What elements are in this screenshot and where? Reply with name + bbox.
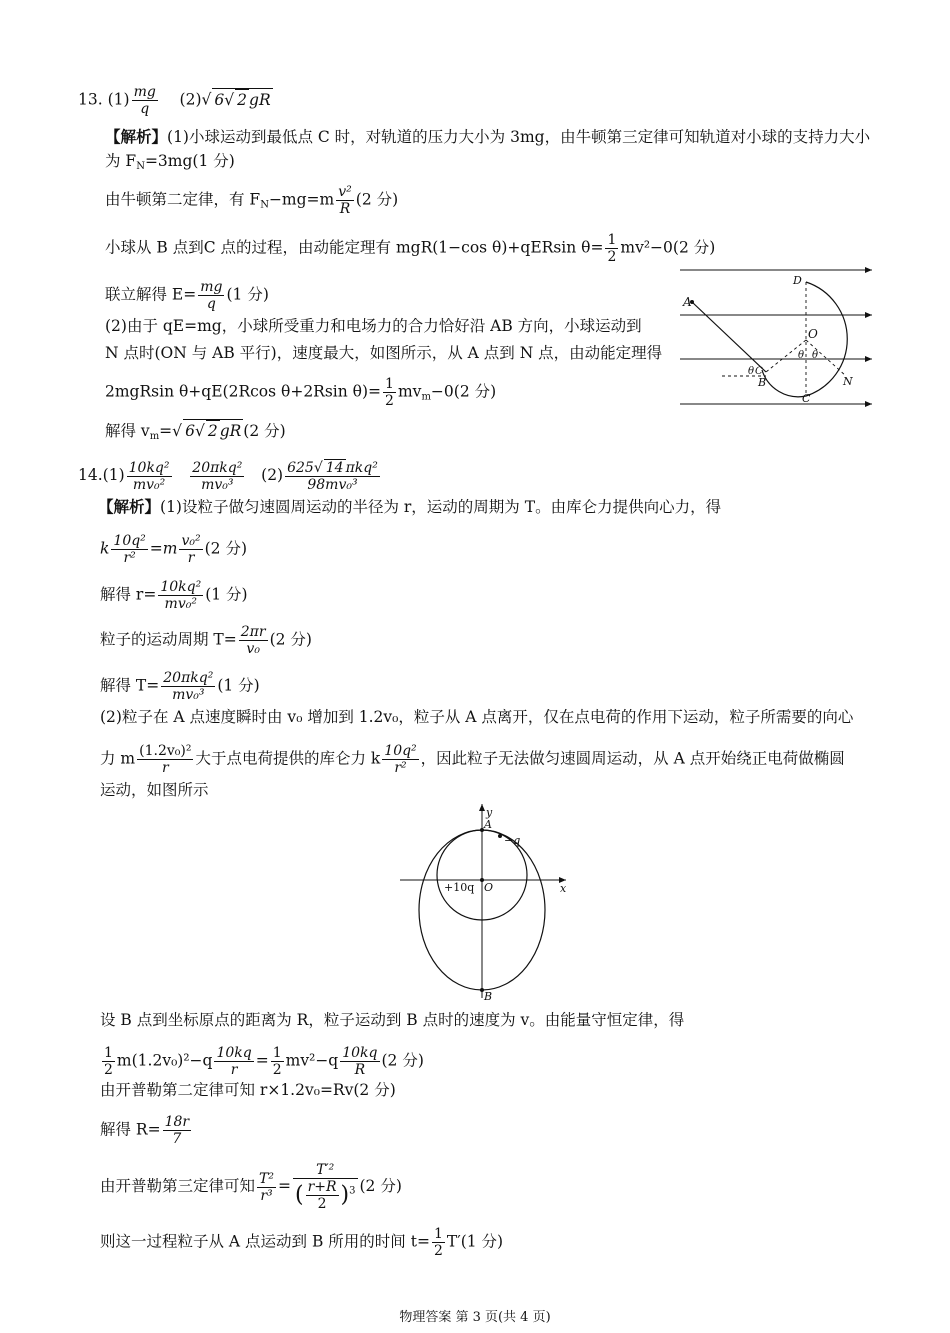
q14-l2-den: r² — [123, 550, 136, 566]
q14-l7-den: r — [161, 760, 169, 776]
q14-l10-a: m(1.2v₀)²−q — [116, 1051, 213, 1070]
q14-l14-a: 则这一过程粒子从 A 点运动到 B 所用的时间 t= — [100, 1232, 430, 1251]
fig14-label-plus: +10q — [444, 881, 475, 894]
q14-l12-a: 解得 R= — [100, 1120, 161, 1139]
q14-l5-a: 解得 T= — [100, 676, 160, 695]
q13-l4-num: 1 — [607, 232, 617, 248]
q14-l10-num3: 1 — [272, 1045, 282, 1061]
q13-l9-rad-b: 2 — [207, 422, 218, 440]
q14-l14-num: 1 — [433, 1226, 443, 1242]
q14-l10-num4: 10kq — [342, 1045, 378, 1061]
q13-ans2-rad-b: 2 — [237, 90, 248, 109]
q14-header — [78, 459, 382, 493]
fig13-label-n: N — [843, 375, 853, 388]
q14-l4-den: v₀ — [246, 641, 260, 657]
q13-jiexi-line1 — [105, 127, 870, 147]
q13-ans1-frac — [132, 84, 158, 117]
q13-line3 — [105, 184, 398, 217]
q13-l3-b: −mg=m — [268, 190, 335, 209]
q13-l3-sub: N — [260, 199, 269, 211]
q14-l3-a: 解得 r= — [100, 585, 157, 604]
q14-line9 — [100, 1010, 684, 1030]
q14-l9: 设 B 点到坐标原点的距离为 R，粒子运动到 B 点时的速度为 v。由能量守恒定律，得 — [100, 1011, 685, 1029]
q14-l10-num: 1 — [104, 1045, 113, 1061]
q14-number: 14. — [78, 466, 103, 484]
q13-l9-a: 解得 v — [105, 422, 150, 440]
q13-line4 — [105, 232, 715, 265]
q13-line7 — [105, 343, 662, 363]
q14-l3-tail: (1 分) — [205, 585, 248, 604]
q13-ans2-rad-a: 6 — [214, 90, 225, 109]
q14-l13-num2: T′² — [293, 1162, 358, 1179]
fig14-label-q: −q — [504, 834, 521, 847]
q14-ans2-num-b: πkq² — [345, 460, 378, 476]
fig13-label-c: C — [802, 392, 811, 405]
q14-l13-b: = — [277, 1177, 291, 1195]
q14-line6 — [100, 707, 853, 727]
q14-ans2-frac — [285, 459, 380, 493]
q14-l10-frac2 — [214, 1045, 253, 1078]
q14-l13-den2: ( $\frac{r+R}{2}$ )$^3$ — [294, 1179, 356, 1212]
q14-l4-num: 2πr — [240, 624, 266, 640]
q14-l10-b: = — [255, 1051, 269, 1070]
q14-ans1b-num: 20πkq² — [192, 459, 243, 476]
q14-l4-frac — [239, 624, 268, 657]
q14-ans1b-den: mv₀³ — [201, 476, 234, 493]
q14-l11: 由开普勒第二定律可知 r×1.2v₀=Rv(2 分) — [100, 1081, 396, 1099]
q13-l8-a: 2mgRsin θ+qE(2Rcos θ+2Rsin θ)= — [105, 382, 382, 401]
q14-l13-frac1 — [257, 1171, 276, 1204]
q13-ans2-prefix: (2) — [179, 90, 202, 109]
q13-l9-b: = — [159, 422, 173, 440]
q14-l7-tail: ，因此粒子无法做匀速圆周运动，从 A 点开始绕正电荷做椭圆 — [420, 749, 845, 768]
q14-line11 — [100, 1080, 396, 1100]
track-arc — [762, 282, 847, 397]
q13-l9-rad-a: 6 — [185, 422, 195, 440]
q13-l9-tail: (2 分) — [243, 422, 286, 440]
q14-ans1b-frac — [190, 460, 244, 493]
q14-line10 — [100, 1045, 424, 1078]
fig14-label-x: x — [560, 882, 567, 895]
q14-line2 — [100, 533, 247, 566]
q14-ans2-prefix: (2) — [261, 466, 284, 484]
q14-l5-frac — [161, 670, 215, 703]
q14-line4 — [100, 624, 312, 657]
q13-l1: (1)小球运动到最低点 C 时，对轨道的压力大小为 3mg，由牛顿第三定律可知轨道对小球的支持力大小 — [167, 128, 871, 146]
q14-l2-b: =m — [149, 539, 178, 558]
q14-l8: 运动，如图所示 — [100, 781, 209, 799]
q14-l2-frac2 — [179, 533, 202, 566]
fig13-label-o: O — [808, 327, 818, 341]
q14-l2-a: k — [100, 539, 110, 558]
footer-text: 物理答案 第 3 页(共 4 页) — [399, 1310, 551, 1325]
q14-l13-frac2 — [293, 1162, 358, 1212]
q13-l6: (2)由于 qE=mg，小球所受重力和电场力的合力恰好沿 AB 方向，小球运动到 — [105, 317, 642, 335]
q14-l12-den: 7 — [172, 1131, 182, 1147]
q13-jiexi-label: 【解析】 — [105, 127, 168, 146]
q13-number: 13. — [78, 90, 103, 109]
q14-line12 — [100, 1114, 193, 1147]
q14-l3-num: 10kq² — [160, 579, 202, 595]
q14-ans1-num: 10kq² — [128, 459, 170, 476]
q13-l2-tail: =3mg(1 分) — [144, 152, 235, 170]
q13-l3-frac — [336, 184, 354, 217]
q14-ans1-frac — [127, 460, 172, 493]
q13-l5-tail: (1 分) — [226, 285, 269, 304]
q14-l14-tail: T′(1 分) — [446, 1232, 504, 1251]
q14-l12-num: 18r — [164, 1114, 190, 1130]
q13-l8-den: 2 — [385, 393, 394, 409]
q14-l7-b: 大于点电荷提供的库仑力 k — [195, 749, 381, 768]
q14-line3 — [100, 579, 248, 612]
q14-l10-frac1 — [102, 1045, 115, 1078]
q14-l12-frac — [163, 1114, 192, 1147]
q14-l10-den: 2 — [104, 1062, 113, 1078]
q14-l7-frac1 — [137, 743, 193, 776]
q14-l3-frac — [158, 579, 203, 612]
q13-ans1-prefix: (1) — [107, 90, 130, 109]
q13-l9-sub: m — [149, 431, 160, 442]
q14-l2-num2: v₀² — [181, 533, 201, 549]
q13-line6 — [105, 316, 642, 336]
q13-line8 — [105, 376, 496, 409]
q13-l5-den: q — [206, 296, 216, 312]
q13-l5-a: 联立解得 E= — [105, 285, 197, 304]
q14-l7-num: (1.2v₀)² — [139, 743, 192, 759]
q14-ans2-den: 98mv₀³ — [307, 477, 358, 493]
q13-l3-den: R — [339, 201, 351, 217]
q14-line5 — [100, 670, 260, 703]
fig13-label-a: A — [683, 295, 692, 309]
incline-ab — [692, 302, 766, 372]
q14-l10-den3: 2 — [272, 1062, 282, 1078]
q14-l1: (1)设粒子做匀速圆周运动的半径为 r，运动的周期为 T。由库仑力提供向心力，得 — [160, 498, 722, 516]
q13-l4-den: 2 — [607, 249, 617, 265]
q14-l10-c: mv²−q — [285, 1051, 339, 1070]
q13-l3-a: 由牛顿第二定律，有 F — [105, 190, 261, 209]
q14-l7-frac2 — [382, 743, 418, 776]
fig14-label-b: B — [484, 990, 493, 1003]
q14-l10-frac3 — [271, 1045, 284, 1078]
q13-l9-radical: 6√ 2 gR — [183, 419, 243, 441]
fig13-theta3: θ — [748, 366, 755, 377]
q13-l4-frac — [605, 232, 618, 265]
q14-l4-a: 粒子的运动周期 T= — [100, 630, 237, 649]
q13-l8-frac — [383, 376, 396, 409]
page-footer — [0, 1308, 950, 1328]
q13-l4-a: 小球从 B 点到C 点的过程，由动能定理有 mgR(1−cos θ)+qERsin θ= — [105, 238, 604, 257]
q13-l7: N 点时(ON 与 AB 平行)，速度最大，如图所示，从 A 点到 N 点，由动能定理得 — [105, 344, 663, 362]
fig14-label-y: y — [486, 806, 493, 819]
q13-header: 13. (1) $\frac{mg}{q}$ (2)√ 6√ 2 gR — [78, 84, 271, 117]
q14-l13-inner-num: r+R — [307, 1179, 337, 1195]
q14-l10-num2: 10kq — [216, 1045, 252, 1061]
q14-l6: (2)粒子在 A 点速度瞬时由 v₀ 增加到 1.2v₀，粒子从 A 点离开，仅在点电荷的作用下运动，粒子所需要的向心 — [100, 708, 854, 726]
q14-l14-den: 2 — [433, 1243, 443, 1259]
q13-ans2-rad-c: gR — [249, 90, 271, 109]
q14-l2-tail: (2 分) — [204, 539, 248, 558]
q14-l2-den2: r — [187, 550, 195, 566]
q13-l2: 为 F — [105, 152, 137, 170]
fig13-label-c2: C — [755, 366, 763, 377]
q14-jiexi-label: 【解析】 — [98, 497, 161, 516]
q13-line9: 解得 $v_m=√$ 6√ 2 gR (2 分) — [105, 419, 286, 447]
q14-figure — [398, 800, 578, 1005]
fig14-label-a: A — [484, 818, 492, 831]
q14-l4-tail: (2 分) — [269, 630, 312, 649]
q14-l13-inner-den: 2 — [317, 1196, 327, 1212]
q14-line14 — [100, 1226, 503, 1259]
q14-line7 — [100, 743, 845, 776]
q14-ans2-num-a: 625 — [287, 460, 314, 476]
q13-jiexi-line2 — [105, 151, 235, 177]
charge-minus — [498, 834, 502, 838]
q13-l5-num: mg — [200, 279, 223, 295]
q14-l10-frac4 — [340, 1045, 379, 1078]
fig14-label-o: O — [484, 881, 494, 894]
q14-l2-frac1 — [111, 533, 147, 566]
q14-l13-den: r³ — [260, 1187, 273, 1204]
q13-l2-sub: N — [136, 161, 145, 172]
q13-l4-tail: mv²−0(2 分) — [620, 238, 716, 257]
q14-l10-den4: R — [354, 1062, 366, 1078]
q14-ans2-num-rad: 14 — [325, 460, 344, 476]
q14-l7-a: 力 m — [100, 749, 136, 768]
q13-l9-rad-c: gR — [219, 422, 242, 440]
q14-ans2-num: 625√ 14 πkq² — [287, 460, 378, 476]
q14-line13 — [100, 1162, 402, 1212]
q14-jiexi-line1 — [98, 497, 721, 517]
q13-l8-num: 1 — [385, 376, 394, 392]
q13-l3-num: v² — [338, 184, 352, 200]
fig13-theta1: θ — [798, 350, 805, 361]
q14-l10-den2: r — [230, 1062, 238, 1078]
q14-l5-den: mv₀³ — [172, 687, 205, 703]
q14-l5-tail: (1 分) — [217, 676, 260, 695]
q14-l13-inner-frac — [306, 1179, 339, 1212]
q14-l13-a: 由开普勒第三定律可知 — [100, 1177, 256, 1195]
fig13-label-d: D — [793, 274, 802, 287]
q13-ans1-num: mg — [133, 84, 156, 100]
q14-l2-num: 10q² — [113, 533, 146, 549]
fig13-label-b: B — [758, 376, 767, 389]
q13-l8-tail3: −0(2 分) — [430, 382, 497, 401]
q13-figure — [678, 262, 878, 410]
fig13-theta2: θ — [812, 350, 819, 361]
q13-ans1-den: q — [140, 101, 150, 117]
q14-ans1-prefix: (1) — [102, 466, 125, 484]
q13-ans2-radical: 6√ 2 gR — [212, 88, 272, 110]
q14-l3-den: mv₀² — [164, 596, 197, 612]
q13-l8-sub: m — [421, 391, 431, 403]
q14-l13-exp: 3 — [349, 1185, 356, 1197]
q13-l3-tail: (2 分) — [355, 190, 399, 209]
q14-ans1-den: mv₀² — [132, 476, 166, 493]
q14-l14-frac — [432, 1226, 445, 1259]
q13-l8-tail: mv — [397, 382, 422, 401]
q14-l13-num: T² — [259, 1170, 274, 1187]
q14-l5-num: 20πkq² — [163, 670, 214, 686]
q14-line8 — [100, 780, 209, 800]
q13-line5 — [105, 279, 269, 312]
q14-l7-den2: r² — [394, 760, 407, 776]
q14-l13-tail: (2 分) — [359, 1177, 402, 1195]
q14-l7-num2: 10q² — [384, 743, 417, 759]
q13-l5-frac — [198, 279, 224, 312]
q14-l10-tail: (2 分) — [381, 1051, 424, 1070]
